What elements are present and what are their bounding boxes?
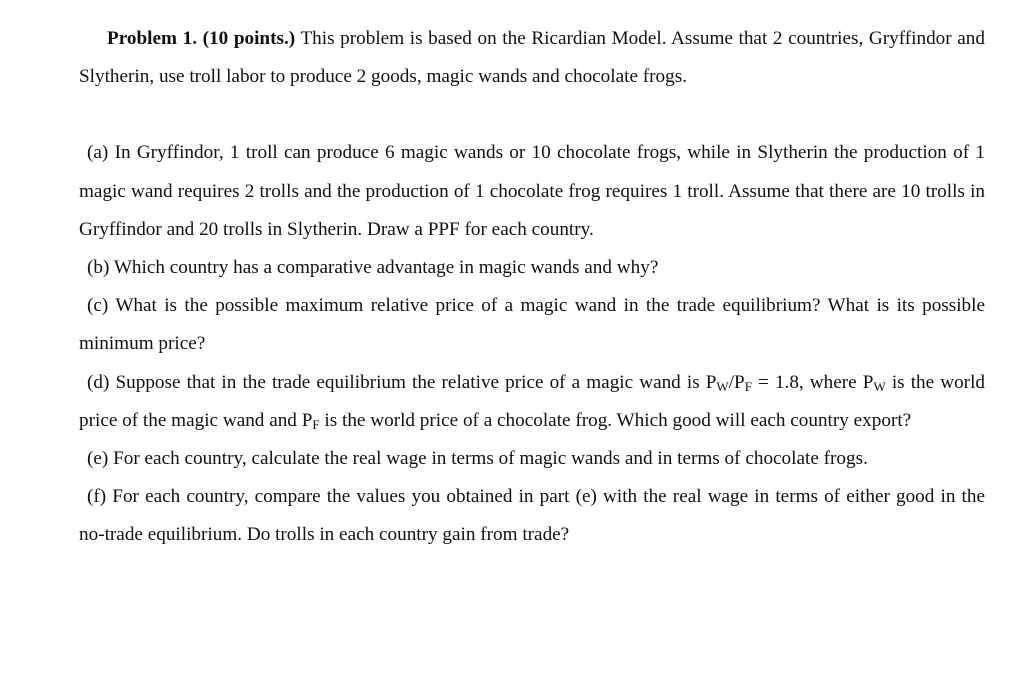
problem-heading: Problem 1. (10 points.): [107, 28, 296, 49]
part-d-text-1: (d) Suppose that in the trade equilibrium the relative price of a magic wand is P: [87, 371, 717, 393]
part-a: (a) In Gryffindor, 1 troll can produce 6 magic wands or 10 chocolate frogs, while in Slytherin the production of 1 magic wand requires 2 trolls and the production of 1 chocolate frog requires 1 troll. Assume that there are 10 trolls in Gryffindor and 20 trolls in Slytherin. Draw a PPF for each country.: [79, 142, 985, 240]
problem-intro-text: This problem is based on the Ricardian Model. Assume that 2 countries, Gryffindor and Slytherin, use troll labor to produce 2 goods, magic wands and chocolate frogs.: [79, 28, 985, 88]
paragraph-gap: [79, 96, 985, 134]
part-b: (b) Which country has a comparative advantage in magic wands and why?: [87, 257, 659, 279]
part-e: (e) For each country, calculate the real wage in terms of magic wands and in terms of chocolate frogs.: [87, 448, 868, 470]
part-d-sub-3: W: [873, 378, 886, 394]
part-d: [79, 364, 985, 440]
part-d-text-3: = 1.8, where P: [751, 371, 874, 393]
problem-intro: [79, 20, 985, 96]
part-c: (c) What is the possible maximum relative price of a magic wand in the trade equilibrium? What is its possible minimum price?: [79, 295, 985, 355]
part-f: (f) For each country, compare the values you obtained in part (e) with the real wage in terms of either good in the no-trade equilibrium. Do trolls in each country gain from trade?: [79, 486, 985, 546]
part-d-sub-4: F: [312, 416, 320, 432]
part-d-text-5: is the world price of a chocolate frog. Which good will each country export?: [319, 409, 912, 431]
part-d-sub-2: F: [744, 378, 752, 394]
document-body: [79, 20, 985, 555]
part-d-sub-1: W: [716, 378, 729, 394]
part-d-text-2: /P: [728, 371, 745, 393]
part-d-text-4: is the world price of the magic wand and P: [79, 371, 985, 431]
